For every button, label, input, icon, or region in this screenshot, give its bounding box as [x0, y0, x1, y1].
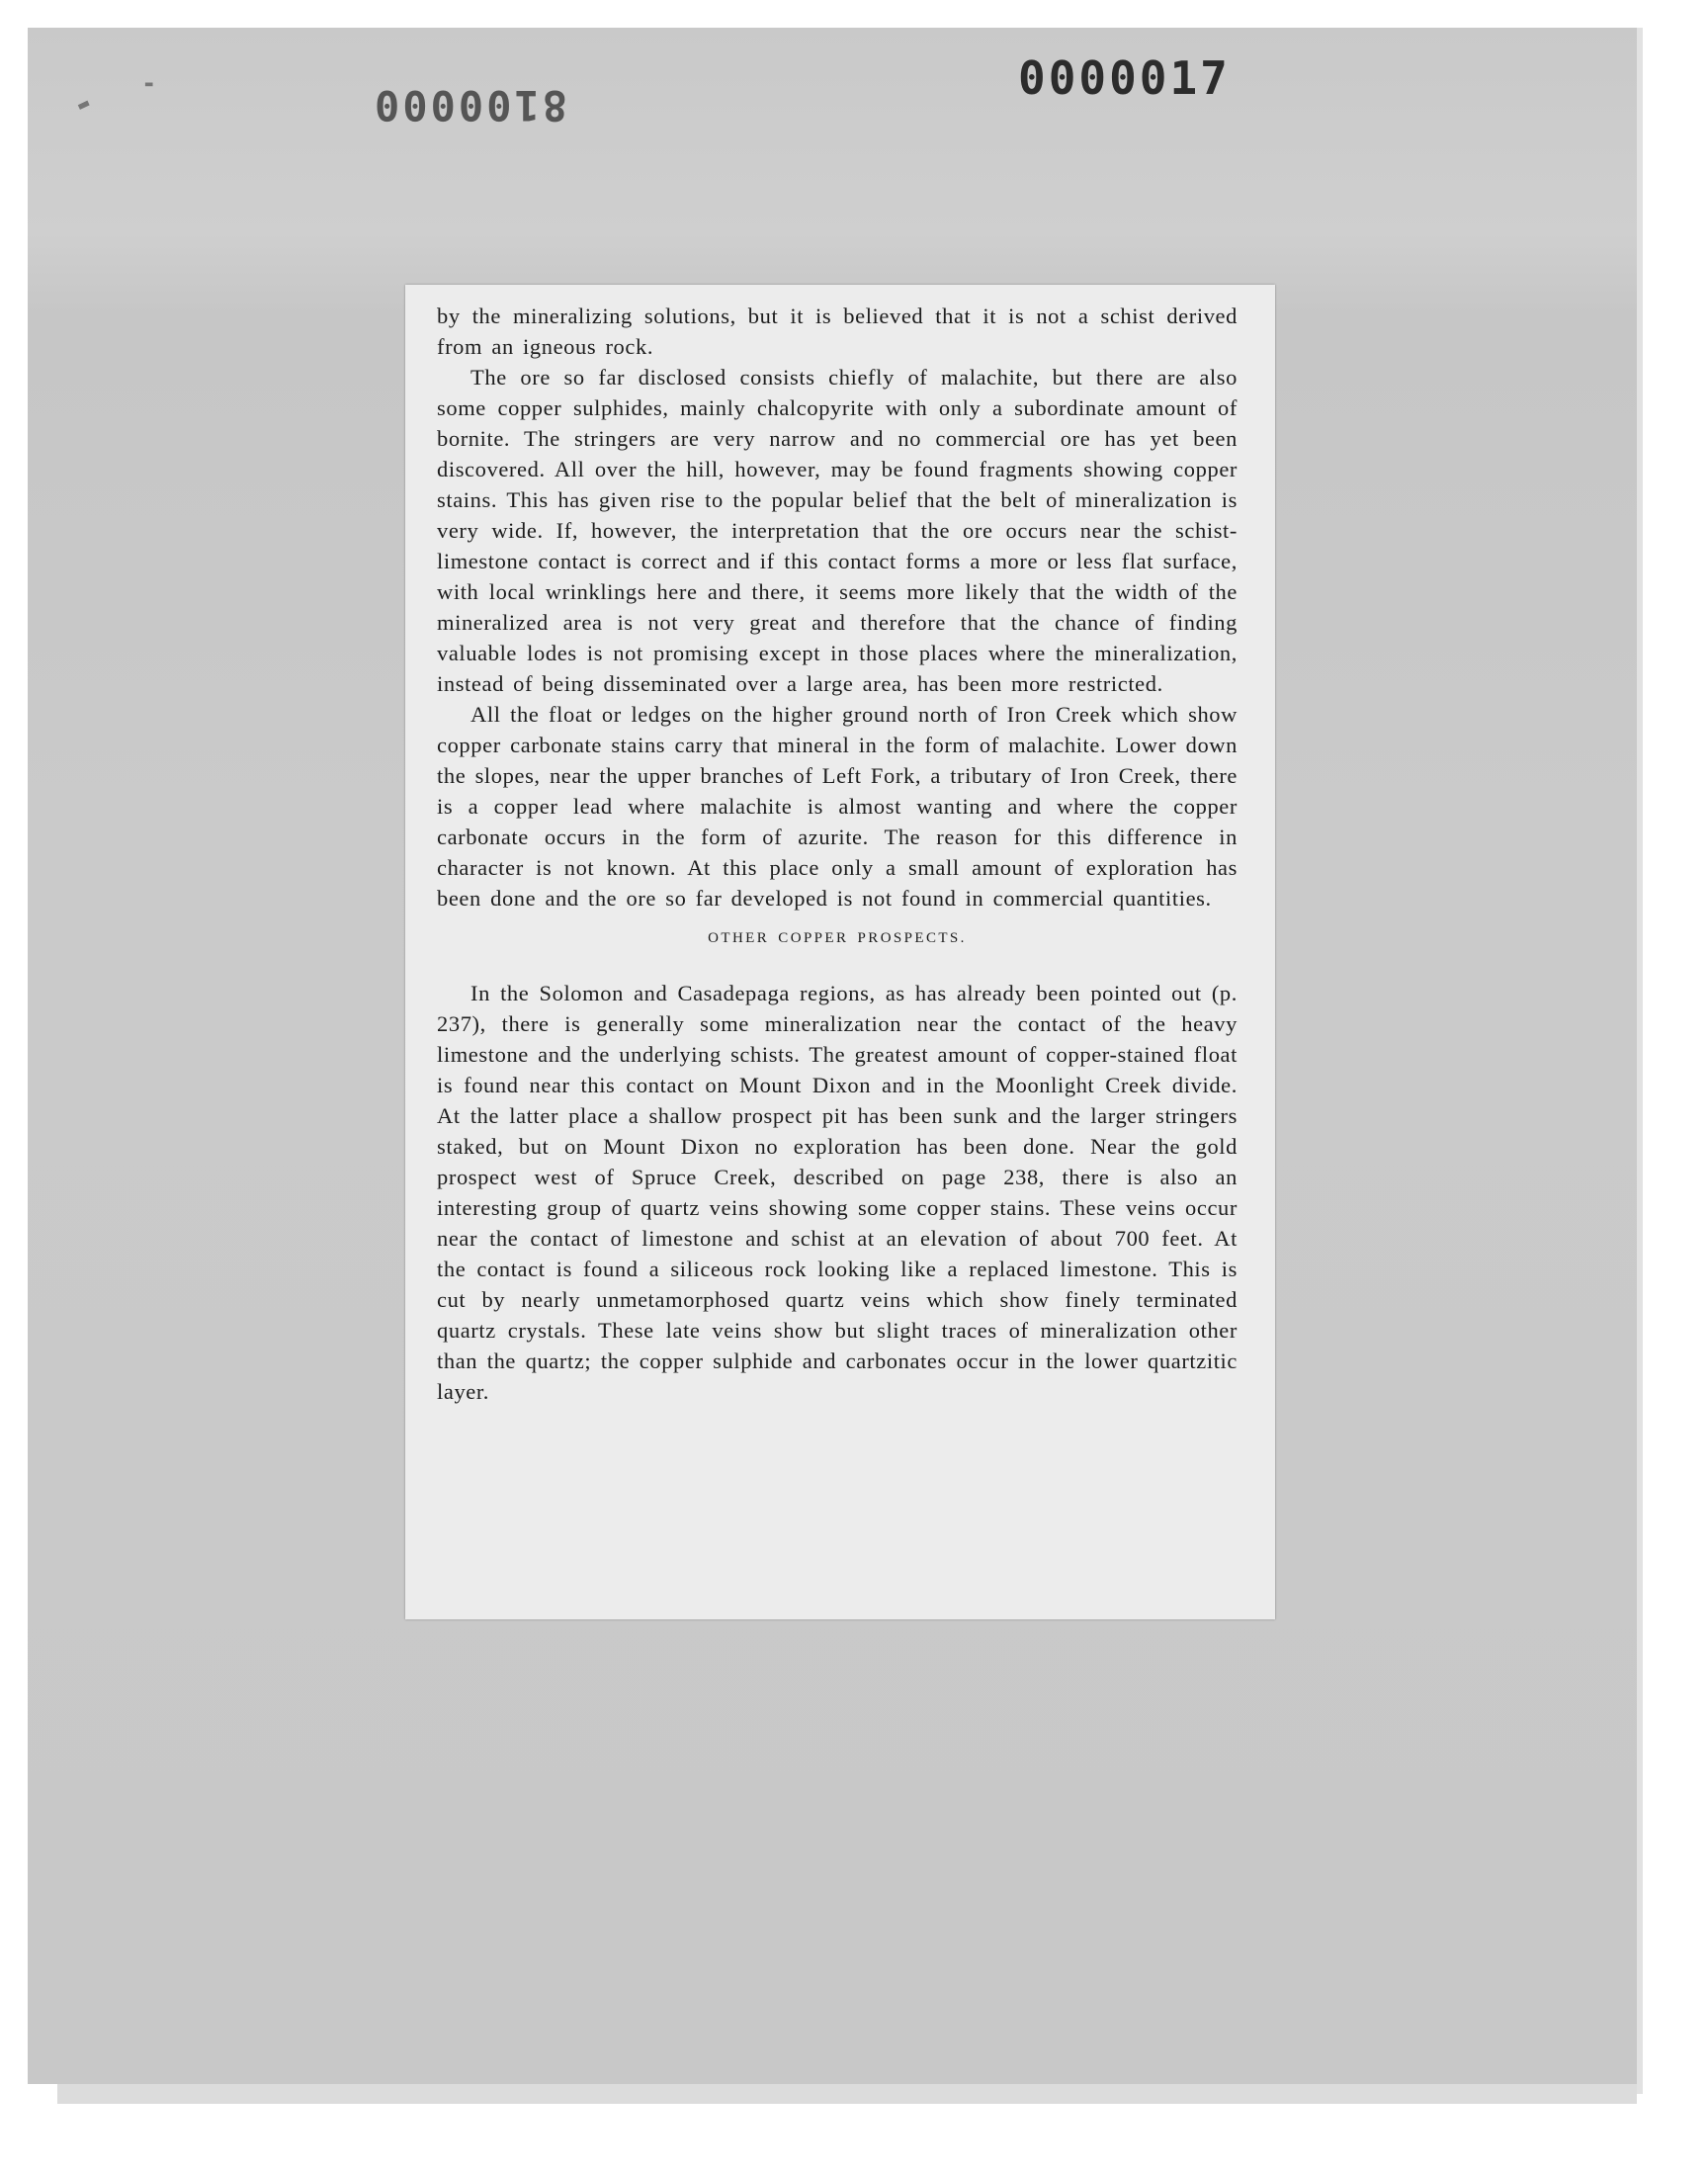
- document-page: [405, 285, 1275, 1619]
- section-heading: OTHER COPPER PROSPECTS.: [708, 930, 967, 946]
- sheet-edge-right: [1637, 28, 1643, 2094]
- sheet-edge-bottom: [57, 2084, 1637, 2104]
- stamp-number-left: 8100000: [372, 81, 568, 130]
- scan-speck: ▬: [144, 79, 154, 90]
- paragraph-continued: by the mineralizing solutions, but it is believed that it is not a schist derived from an igneous rock.: [437, 304, 1238, 359]
- scan-speck: ▬: [74, 94, 93, 116]
- paragraph-float: All the float or ledges on the higher ground north of Iron Creek which show copper carbonate stains carry that mineral in the form of malachite. Lower down the slopes, near the upper branches of Left Fork, a tributary of Iron Creek, there is a copper lead where malachite is almost wanting and where the copper carbonate occurs in the form of azurite. The reason for this difference in character is not known. At this place only a small amount of exploration has been done and the ore so far developed is not found in commercial quantities.: [437, 702, 1238, 911]
- paragraph-ore: The ore so far disclosed consists chiefly of malachite, but there are also some copper sulphides, mainly chalcopyrite with only a subordinate amount of bornite. The stringers are very narrow and no commercial ore has yet been discovered. All over the hill, however, may be found fragments showing copper stains. This has given rise to the popular belief that the belt of mineralization is very wide. If, however, the interpretation that the ore occurs near the schist-limestone contact is correct and if this contact forms a more or less flat surface, with local wrinklings here and there, it seems more likely that the width of the mineralized area is not very great and therefore that the chance of finding valuable lodes is not promising except in those places where the mineralization, instead of being disseminated over a large area, has been more restricted.: [437, 365, 1238, 696]
- stamp-number-right: 0000017: [1018, 51, 1231, 105]
- paragraph-other-prospects: In the Solomon and Casadepaga regions, as has already been pointed out (p. 237), there is generally some mineralization near the contact of the heavy limestone and the underlying schists. The greatest amount of copper-stained float is found near this contact on Mount Dixon and in the Moonlight Creek divide. At the latter place a shallow prospect pit has been sunk and the larger stringers staked, but on Mount Dixon no exploration has been done. Near the gold prospect west of Spruce Creek, described on page 238, there is also an interesting group of quartz veins showing some copper stains. These veins occur near the contact of limestone and schist at an elevation of about 700 feet. At the contact is found a siliceous rock looking like a replaced limestone. This is cut by nearly unmetamorphosed quartz veins which show finely terminated quartz crystals. These late veins show but slight traces of mineralization other than the quartz; the copper sulphide and carbonates occur in the lower quartzitic layer.: [437, 981, 1238, 1404]
- body-text: [437, 301, 1238, 1407]
